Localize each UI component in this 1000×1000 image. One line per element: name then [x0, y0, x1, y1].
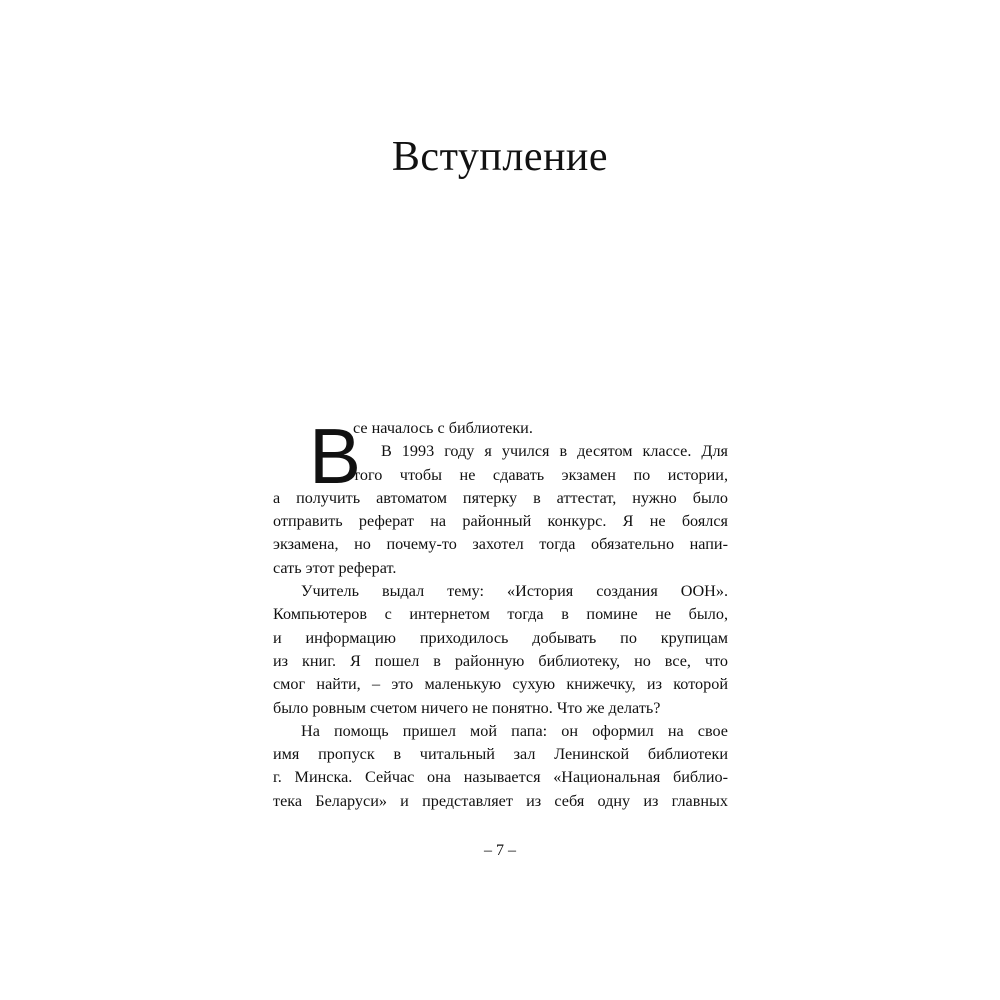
text-line: Учитель выдал тему: «История создания ООН». [301, 582, 728, 601]
text-line: Компьютеров с интернетом тогда в помине не было, [273, 605, 728, 624]
text-line: и информацию приходилось добывать по крупицам [273, 628, 728, 647]
text-line: отправить реферат на районный конкурс. Я не боялся [273, 512, 728, 531]
text-line: На помощь пришел мой папа: он оформил на свое [301, 721, 728, 740]
chapter-title: Вступление [391, 134, 609, 180]
text-line: г. Минска. Сейчас она называется «Национальная библио- [273, 768, 728, 787]
text-line: се началось с библиотеки. [353, 419, 533, 437]
text-line: сать этот реферат. [273, 558, 397, 577]
text-line: того чтобы не сдавать экзамен по истории, [353, 465, 728, 484]
text-line: было ровным счетом ничего не понятно. Что же делать? [273, 698, 661, 717]
text-line: тека Беларуси» и представляет из себя одну из главных [273, 791, 728, 810]
text-line: а получить автоматом пятерку в аттестат, нужно было [273, 488, 728, 507]
drop-cap: В [309, 412, 361, 500]
page-number: – 7 – [484, 842, 516, 859]
body-text [273, 412, 728, 813]
text-line: из книг. Я пошел в районную библиотеку, но все, что [273, 651, 728, 670]
text-line: экзамена, но почему-то захотел тогда обязательно напи- [273, 535, 728, 554]
text-line: смог найти, – это маленькую сухую книжечку, из которой [273, 675, 728, 694]
text-line: В 1993 году я учился в десятом классе. Для [381, 442, 728, 461]
text-line: имя пропуск в читальный зал Ленинской библиотеки [273, 745, 728, 764]
